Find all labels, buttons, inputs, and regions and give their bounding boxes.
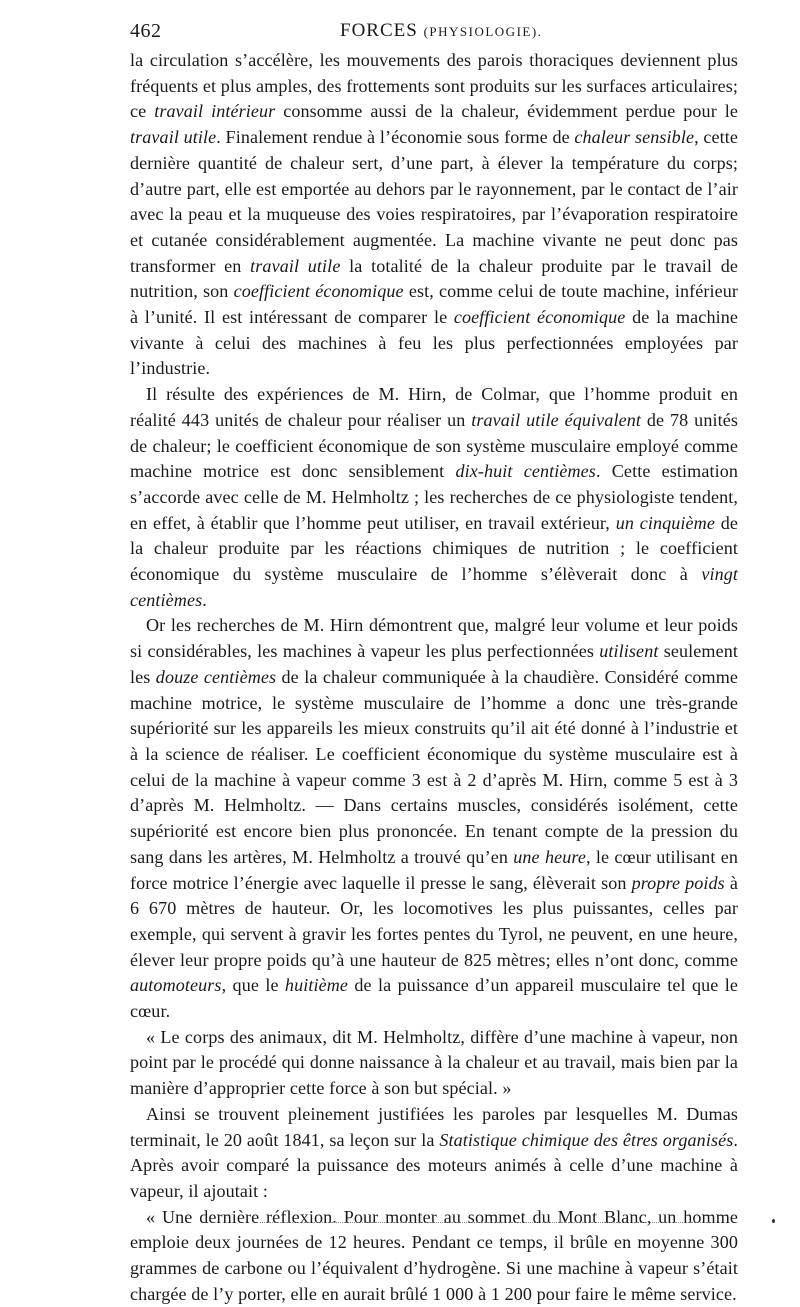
running-head-title: FORCES (340, 20, 418, 41)
text-run: . (202, 589, 207, 610)
text-run: seulement les (130, 641, 738, 687)
text-run: , que le (221, 975, 285, 996)
italic-phrase: chaleur sensible (574, 127, 695, 148)
text-run: de la chaleur produite par les réactions chimiques de nutrition ; le coefficient économique du système musculaire de l’homme s’élèverait donc à (130, 512, 739, 585)
paragraph (130, 1205, 738, 1307)
paragraph (130, 382, 738, 613)
text-run: à 6 670 mètres de hauteur. Or, les locomotives les plus puissantes, celles par exemple, qui servent à gravir les fortes pentes du Tyrol, ne peuvent, en une heure, élever leur propre poids qu’à une hauteur de 825 mètres; elles n’ont donc, comme (130, 872, 738, 970)
italic-phrase: dix-huit centièmes (455, 461, 596, 482)
text-run: de la chaleur communiquée à la chaudière. Considéré comme machine motrice, le système musculaire de l’homme a donc une très-grande supériorité sur les appareils les mieux construits qu’il ait été donné à l’industrie et à la science de réaliser. Le coefficient économique du système musculaire est à celui de la machine à vapeur comme 3 est à 2 d’après M. Hirn, comme 5 est à 3 d’après M. Helmholtz. — Dans certains muscles, considérés isolément, cette supériorité est encore bien plus prononcée. En tenant compte de la pression du sang dans les artères, M. Helmholtz a trouvé qu’en (130, 666, 738, 867)
text-run: . Cette estimation s’accorde avec celle de M. Helmholtz ; les recherches de ce physiologiste tendent, en effet, à établir que l’homme peut utiliser, en travail extérieur, (130, 461, 739, 533)
running-head-subtitle: (PHYSIOLOGIE). (423, 24, 543, 39)
print-speck (772, 1219, 775, 1223)
text-run: « Le corps des animaux, dit M. Helmholtz, diffère d’une machine à vapeur, non point par le procédé qui donne naissance à la chaleur et au travail, mais bien par la manière d’approprier cette force à son but spécial. » (130, 1026, 738, 1099)
italic-phrase: travail utile (130, 127, 217, 148)
running-head (340, 20, 542, 42)
italic-phrase: coefficient économique (233, 281, 404, 302)
text-run: , le cœur utilisant en force motrice l’énergie avec laquelle il presse le sang, élèverait son (130, 846, 738, 893)
italic-phrase: travail utile (250, 255, 341, 276)
paragraph (130, 48, 738, 382)
text-run: de la machine vivante à celui des machines à feu les plus perfectionnées employées par l’industrie. (130, 307, 738, 379)
text-run: la totalité de la chaleur produite par le travail de nutrition, son (130, 255, 739, 302)
text-run: « Une dernière réflexion. Pour monter au sommet du Mont Blanc, un homme emploie deux journées de 12 heures. Pendant ce temps, il brûle en moyenne 300 grammes de carbone ou l’équivalent d’hydrogène. Si une machine à vapeur s’était chargée de l’y porter, elle en aurait brûlé 1 000 à 1 200 pour faire le même service. (130, 1206, 738, 1304)
italic-phrase: travail intérieur (154, 101, 276, 122)
italic-phrase: douze centièmes (155, 666, 277, 687)
text-run: . Finalement rendue à l’économie sous forme de (216, 127, 575, 148)
text-run: Il résulte des expériences de M. Hirn, de Colmar, que l’homme produit en réalité 443 unités de chaleur pour réaliser un (130, 384, 738, 430)
paragraph (130, 1102, 738, 1205)
page-header (130, 20, 738, 48)
italic-phrase: huitième (284, 975, 349, 996)
text-run: est, comme celui de toute machine, inférieur à l’unité. Il est intéressant de comparer le (130, 281, 738, 328)
text-run: de la puissance d’un appareil musculaire tel que le cœur. (130, 975, 738, 1022)
paragraph (130, 1025, 738, 1102)
page-number: 462 (130, 20, 162, 42)
paragraph (130, 613, 738, 1024)
text-run: Or les recherches de M. Hirn démontrent que, malgré leur volume et leur poids si considérables, les machines à vapeur les plus perfectionnées (130, 615, 738, 662)
text-run: consomme aussi de la chaleur, évidemment perdue pour le (275, 101, 739, 122)
text-run: , cette dernière quantité de chaleur sert, d’une part, à élever la température du corps; d’autre part, elle est emportée au dehors par le rayonnement, par le contact de l’air avec la peau et la muqueuse des voies respiratoires, par l’évaporation respiratoire et cutanée considérablement augmentée. La machine vivante ne peut donc pas transformer en (130, 127, 739, 276)
italic-phrase: utilisent (599, 641, 659, 662)
footer-rule (260, 1222, 715, 1223)
italic-phrase: propre poids (631, 872, 725, 893)
italic-phrase: Statistique chimique des êtres organisés (439, 1129, 734, 1150)
text-run: Ainsi se trouvent pleinement justifiées les paroles par lesquelles M. Dumas terminait, le 20 août 1841, sa leçon sur la (130, 1103, 738, 1150)
italic-phrase: une heure (513, 846, 586, 867)
italic-phrase: vingt centièmes (130, 564, 738, 610)
text-run: la circulation s’accélère, les mouvements des parois thoraciques deviennent plus fréquents et plus amples, des frottements sont produits sur les surfaces articulaires; ce (130, 50, 738, 122)
book-page (130, 20, 738, 1307)
italic-phrase: automoteurs (130, 975, 222, 996)
italic-phrase: travail utile équivalent (471, 409, 641, 430)
italic-phrase: coefficient économique (453, 307, 626, 328)
body-text (130, 48, 738, 1307)
text-run: . Après avoir comparé la puissance des moteurs animés à celle d’une machine à vapeur, il ajoutait : (130, 1129, 738, 1201)
text-run: de 78 unités de chaleur; le coefficient économique de son système musculaire employé comme machine motrice est donc sensiblement (130, 409, 738, 482)
italic-phrase: un cinquième (615, 512, 715, 533)
